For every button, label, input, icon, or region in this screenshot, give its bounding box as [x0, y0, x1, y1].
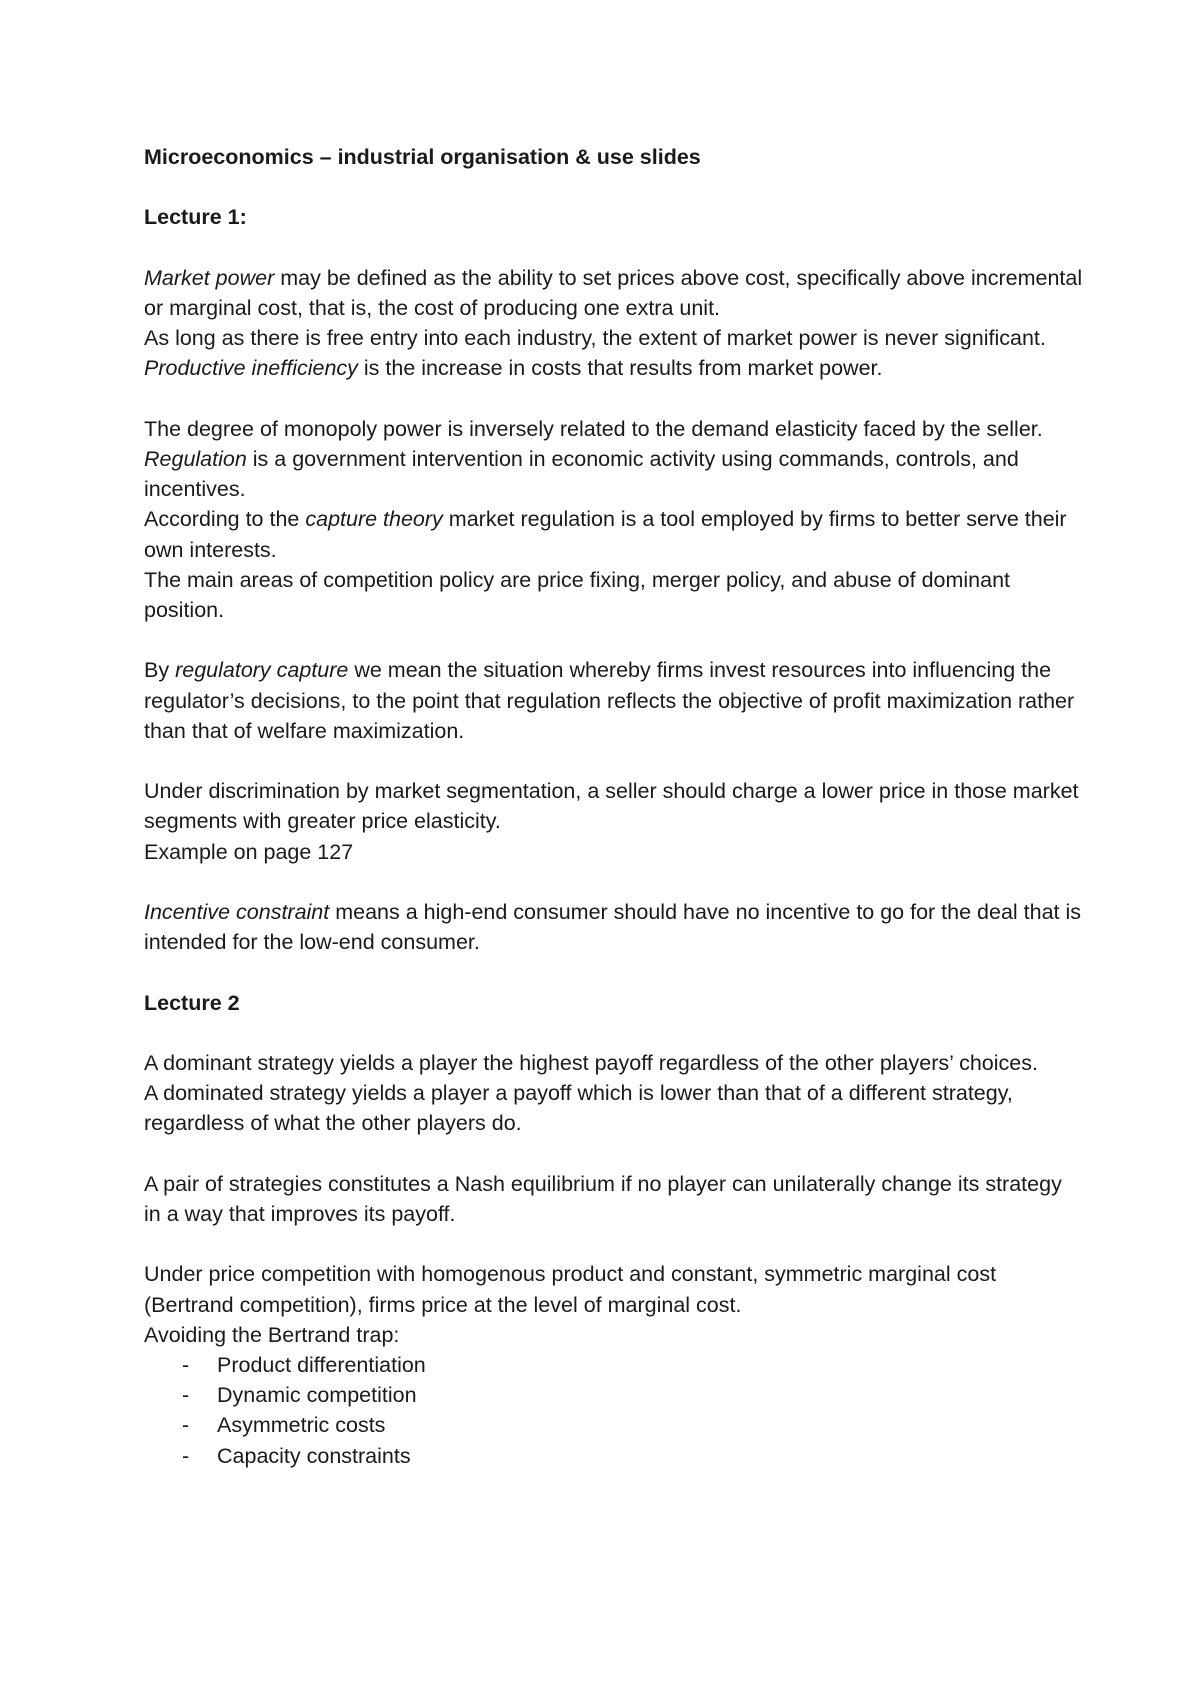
regulation-paragraph — [144, 444, 1084, 504]
incentive-constraint-text: means a high-end consumer should have no incentive to go for the deal that is intended for the low-end consumer. — [144, 899, 1082, 955]
list-item — [144, 1441, 1084, 1471]
regulatory-capture-term: regulatory capture — [175, 658, 349, 683]
dominated-strategy-paragraph: A dominated strategy yields a player a payoff which is lower than that of a different strategy, regardless of what the other players do. — [144, 1081, 1013, 1136]
market-power-term: Market power — [144, 265, 275, 290]
market-power-text: may be defined as the ability to set prices above cost, specifically above incremental or marginal cost, that is, the cost of producing one extra unit. — [144, 265, 1083, 320]
spacer — [144, 1139, 1084, 1169]
list-item — [144, 1410, 1084, 1440]
capture-theory-after: market regulation is a tool employed by firms to better serve their own interests. — [144, 507, 1067, 562]
example-reference: Example on page 127 — [144, 839, 354, 864]
productive-inefficiency-text: is the increase in costs that results from market power. — [357, 356, 883, 381]
spacer — [144, 1229, 1084, 1259]
market-segmentation-paragraph: Under discrimination by market segmentation, a seller should charge a lower price in those market segments with greater price elasticity. — [144, 779, 1079, 834]
capture-theory-term: capture theory — [305, 507, 443, 532]
regulatory-capture-paragraph — [144, 655, 1084, 746]
document-title: Microeconomics – industrial organisation & use slides — [144, 145, 701, 169]
spacer — [144, 867, 1084, 897]
dash-bullet: - — [182, 1383, 190, 1408]
list-item-text: Dynamic competition — [217, 1383, 417, 1408]
dash-bullet: - — [182, 1413, 190, 1438]
market-power-paragraph — [144, 263, 1084, 323]
spacer — [144, 957, 1084, 987]
incentive-constraint-term: Incentive constraint — [144, 899, 330, 924]
regulatory-capture-after: we mean the situation whereby firms invest resources into influencing the regulator’s decisions, to the point that regulation reflects the objective of profit maximization rather than that of welfare maximization. — [144, 658, 1075, 743]
spacer — [144, 233, 1084, 263]
regulation-term: Regulation — [144, 446, 247, 471]
regulatory-capture-before: By — [144, 658, 176, 683]
document-body — [144, 142, 1084, 1471]
spacer — [144, 1018, 1084, 1048]
dash-bullet: - — [182, 1352, 190, 1377]
list-item — [144, 1350, 1084, 1380]
monopoly-power-paragraph: The degree of monopoly power is inversely related to the demand elasticity faced by the seller. — [144, 416, 1043, 441]
bertrand-paragraph: Under price competition with homogenous product and constant, symmetric marginal cost (Bertrand competition), firms price at the level of marginal cost. — [144, 1262, 997, 1317]
competition-policy-paragraph: The main areas of competition policy are price fixing, merger policy, and abuse of dominant position. — [144, 567, 1011, 622]
incentive-constraint-paragraph — [144, 897, 1084, 957]
spacer — [144, 746, 1084, 776]
capture-theory-before: According to the — [144, 507, 306, 532]
spacer — [144, 625, 1084, 655]
spacer — [144, 384, 1084, 414]
dominant-strategy-paragraph: A dominant strategy yields a player the highest payoff regardless of the other players’ choices. — [144, 1050, 1038, 1075]
lecture-2-heading: Lecture 2 — [144, 990, 240, 1015]
free-entry-paragraph: As long as there is free entry into each industry, the extent of market power is never significant. — [144, 326, 1046, 351]
bertrand-trap-list — [144, 1350, 1084, 1471]
nash-equilibrium-paragraph: A pair of strategies constitutes a Nash equilibrium if no player can unilaterally change its strategy in a way that improves its payoff. — [144, 1171, 1062, 1226]
list-item-text: Product differentiation — [217, 1352, 426, 1377]
list-item-text: Asymmetric costs — [217, 1413, 386, 1438]
spacer — [144, 172, 1084, 202]
lecture-1-heading: Lecture 1: — [144, 205, 247, 230]
dash-bullet: - — [182, 1443, 190, 1468]
list-item — [144, 1380, 1084, 1410]
regulation-text: is a government intervention in economic activity using commands, controls, and incentives. — [144, 446, 1019, 502]
list-item-text: Capacity constraints — [217, 1443, 411, 1468]
capture-theory-paragraph — [144, 504, 1084, 564]
bertrand-trap-intro: Avoiding the Bertrand trap: — [144, 1322, 400, 1347]
productive-inefficiency-paragraph — [144, 353, 1084, 383]
productive-inefficiency-term: Productive inefficiency — [144, 356, 358, 381]
